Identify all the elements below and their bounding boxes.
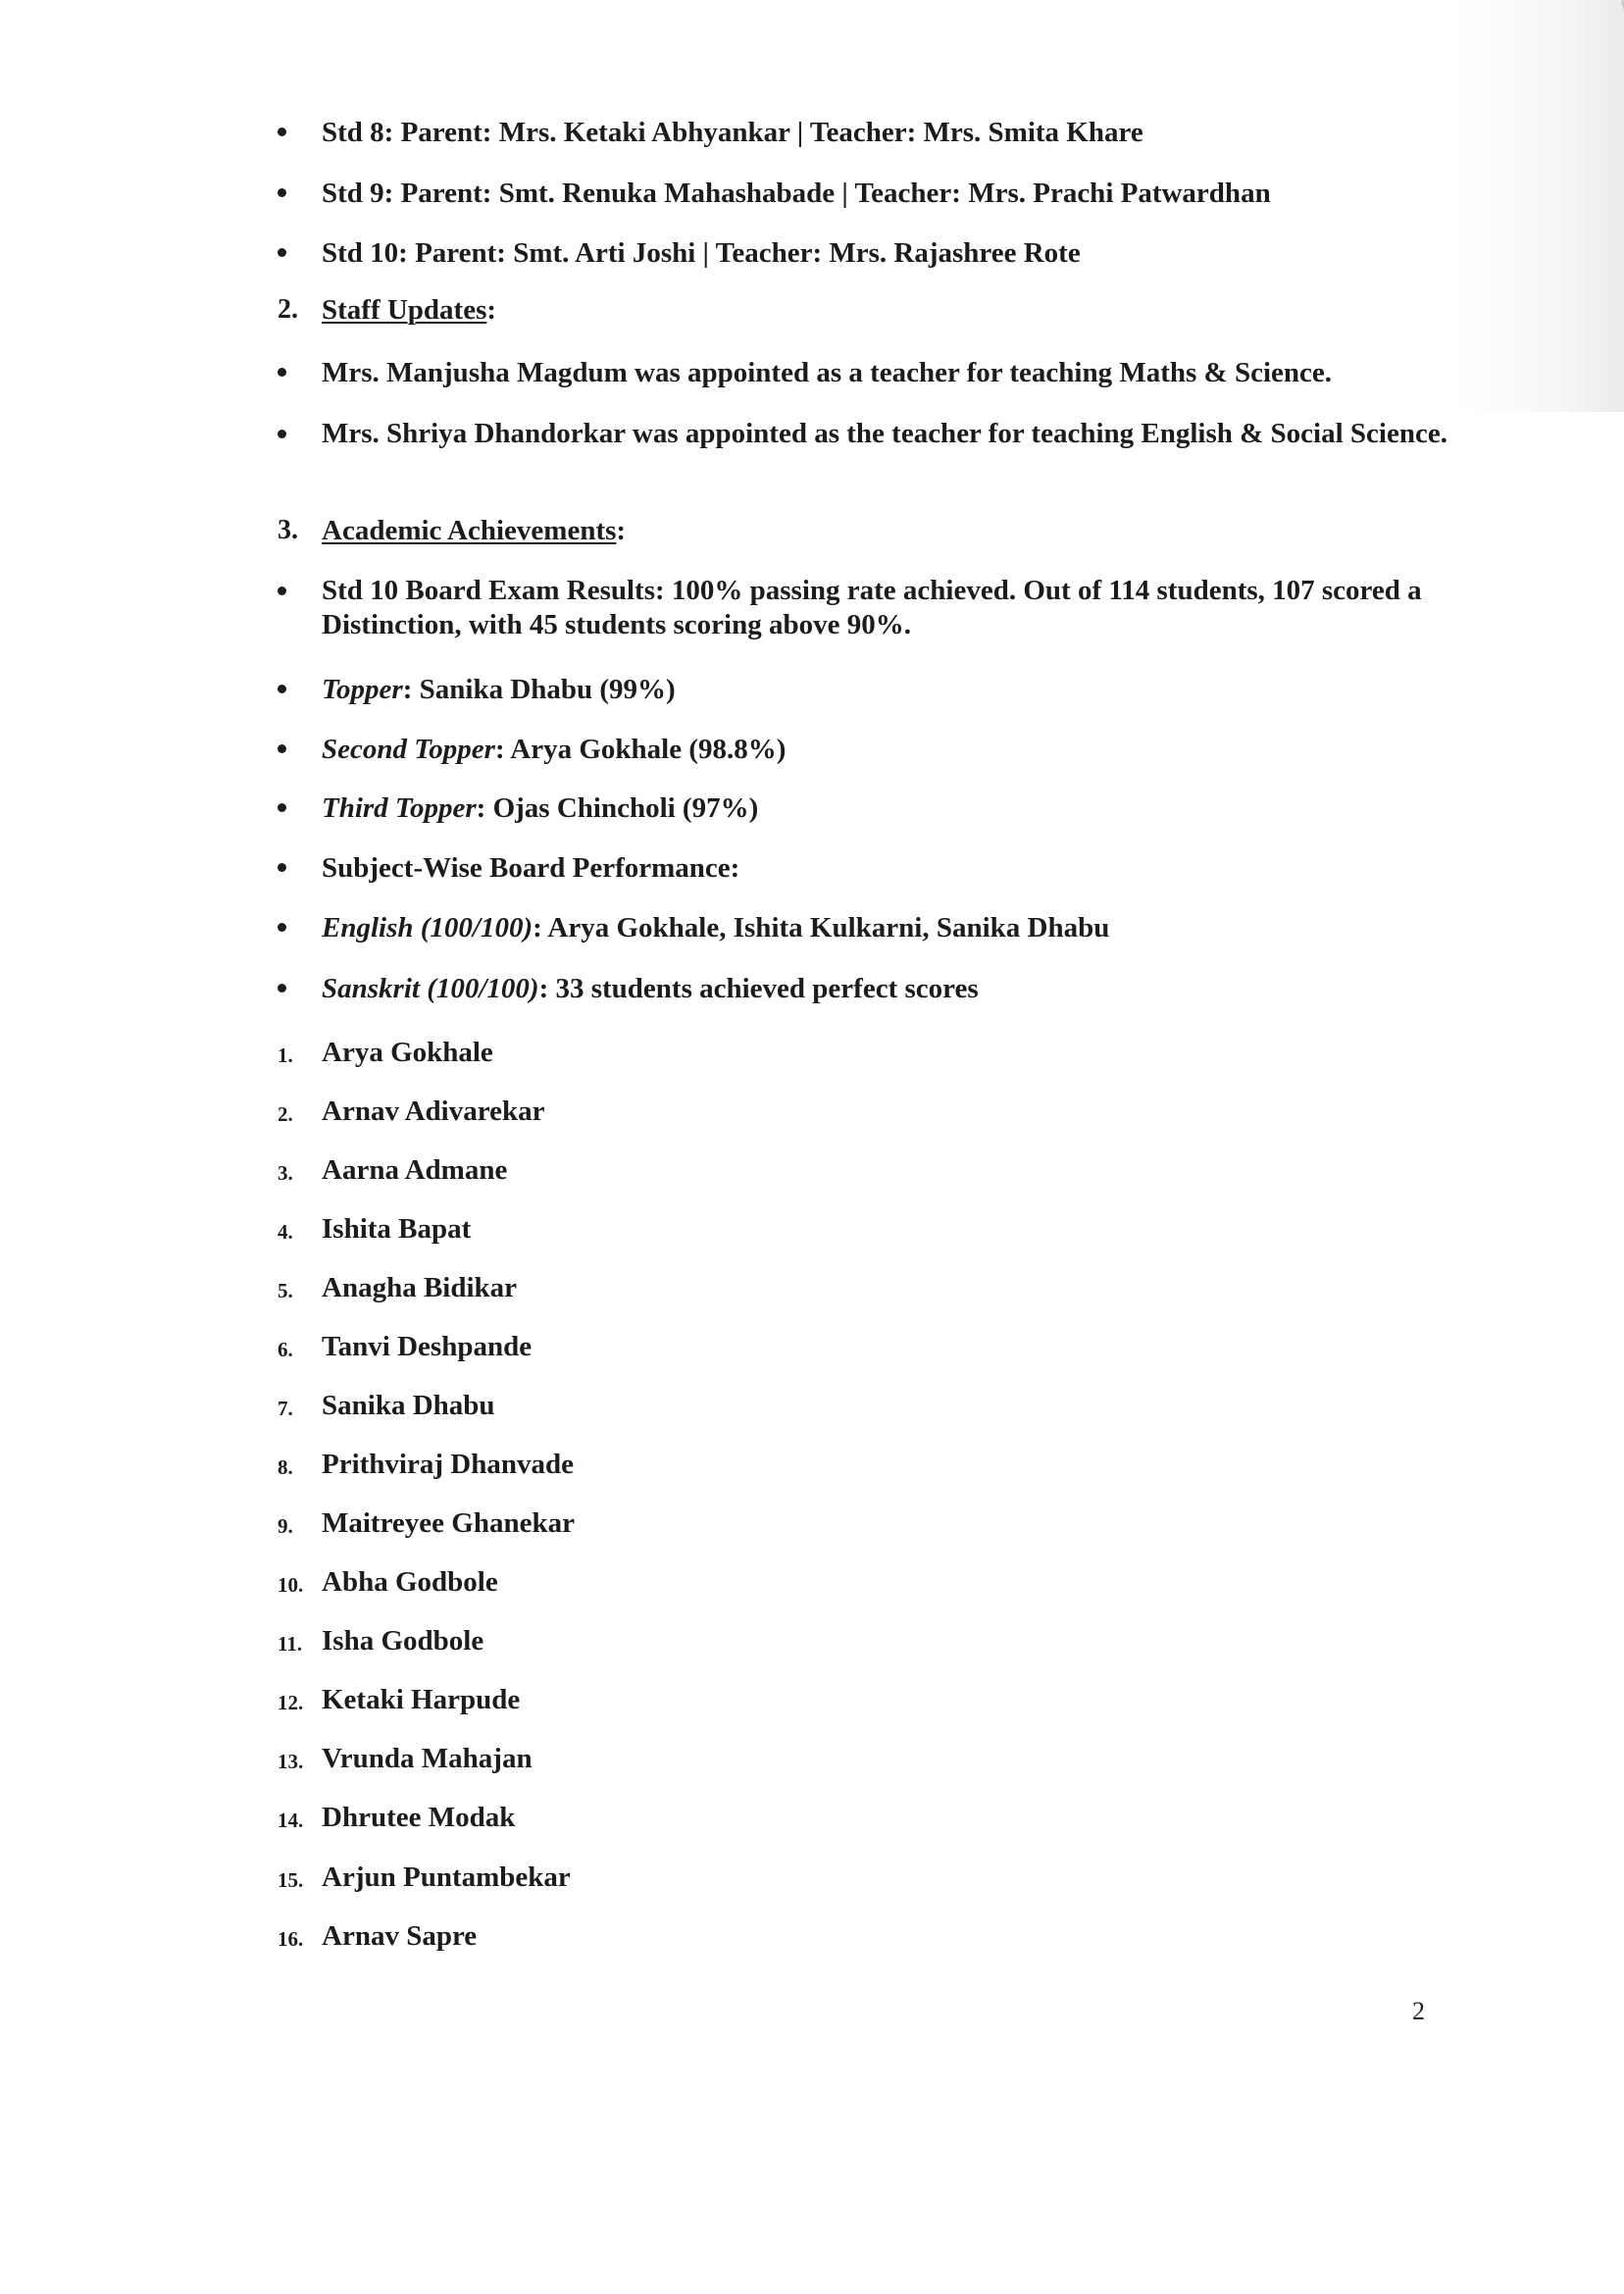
student-name: Aarna Admane: [322, 1154, 508, 1186]
subject-label: English (100/100): [322, 912, 533, 943]
student-name: Arnav Adivarekar: [322, 1096, 545, 1127]
section-heading-wrap: [322, 292, 496, 328]
bullet-icon: [278, 188, 286, 197]
bullet-icon: [278, 744, 286, 753]
student-number: 16.: [278, 1927, 304, 1951]
student-number: 7.: [278, 1397, 293, 1420]
section-number: 3.: [278, 515, 298, 545]
student-name: Prithviraj Dhanvade: [322, 1449, 574, 1480]
student-number: 10.: [278, 1573, 304, 1597]
bullet-icon: [278, 923, 286, 932]
student-name: Sanika Dhabu: [322, 1390, 495, 1421]
bullet-icon: [278, 368, 286, 377]
student-name: Ishita Bapat: [322, 1213, 472, 1245]
student-name: Arya Gokhale: [322, 1037, 493, 1068]
student-name: Isha Godbole: [322, 1625, 484, 1657]
list-item-text: Std 10 Board Exam Results: 100% passing rate achieved. Out of 114 students, 107 scored a Distinction, with 45 students scoring above 90%.: [322, 575, 1422, 640]
bullet-icon: [278, 863, 286, 872]
student-number: 13.: [278, 1750, 304, 1773]
list-item-text: [322, 790, 758, 826]
list-item-text: [322, 732, 786, 767]
bullet-icon: [278, 430, 286, 438]
list-item-text: Mrs. Shriya Dhandorkar was appointed as the teacher for teaching English & Social Science.: [322, 418, 1447, 449]
heading-colon: :: [486, 294, 497, 326]
subject-label: Sanskrit (100/100): [322, 973, 539, 1004]
list-item-text: Mrs. Manjusha Magdum was appointed as a teacher for teaching Maths & Science.: [322, 357, 1332, 388]
topper-value: : Sanika Dhabu (99%): [402, 674, 676, 705]
student-name: Tanvi Deshpande: [322, 1331, 533, 1362]
student-number: 5.: [278, 1279, 293, 1302]
section-heading-text: Staff Updates: [322, 294, 487, 326]
student-name: Maitreyee Ghanekar: [322, 1507, 575, 1539]
student-number: 2.: [278, 1102, 293, 1126]
topper-label: Third Topper: [322, 792, 477, 824]
topper-value: : Ojas Chincholi (97%): [476, 792, 759, 824]
student-name: Vrunda Mahajan: [322, 1743, 533, 1774]
list-item-text: Subject-Wise Board Performance:: [322, 852, 740, 884]
bullet-icon: [278, 127, 286, 136]
list-item-text: [322, 971, 979, 1006]
bullet-icon: [278, 803, 286, 812]
student-number: 11.: [278, 1632, 303, 1656]
student-number: 8.: [278, 1455, 293, 1479]
student-number: 6.: [278, 1338, 293, 1361]
bullet-icon: [278, 685, 286, 693]
heading-colon: :: [616, 515, 627, 546]
bullet-icon: [278, 248, 286, 257]
list-item-text: [322, 910, 1109, 945]
student-number: 14.: [278, 1809, 304, 1832]
student-number: 3.: [278, 1161, 293, 1185]
list-item-text: [322, 672, 676, 707]
list-item-text: Std 10: Parent: Smt. Arti Joshi | Teacher: Mrs. Rajashree Rote: [322, 237, 1081, 269]
student-name: Arnav Sapre: [322, 1920, 478, 1952]
student-name: Anagha Bidikar: [322, 1272, 518, 1303]
student-name: Arjun Puntambekar: [322, 1861, 571, 1893]
student-number: 4.: [278, 1220, 293, 1244]
subject-value: : 33 students achieved perfect scores: [538, 973, 979, 1004]
section-heading-text: Academic Achievements: [322, 515, 617, 546]
student-number: 12.: [278, 1691, 304, 1714]
student-name: Dhrutee Modak: [322, 1802, 516, 1833]
student-name: Ketaki Harpude: [322, 1684, 521, 1715]
list-item-text: Std 8: Parent: Mrs. Ketaki Abhyankar | Teacher: Mrs. Smita Khare: [322, 117, 1143, 148]
list-item-text: Std 9: Parent: Smt. Renuka Mahashabade | Teacher: Mrs. Prachi Patwardhan: [322, 178, 1271, 209]
subject-value: : Arya Gokhale, Ishita Kulkarni, Sanika Dhabu: [533, 912, 1110, 943]
topper-value: : Arya Gokhale (98.8%): [494, 734, 787, 765]
student-name: Abha Godbole: [322, 1566, 498, 1598]
topper-label: Topper: [322, 674, 403, 705]
section-number: 2.: [278, 294, 298, 325]
student-number: 15.: [278, 1868, 304, 1892]
student-number: 9.: [278, 1514, 293, 1538]
page-number: 2: [1412, 1997, 1425, 2025]
bullet-icon: [278, 586, 286, 595]
bullet-icon: [278, 984, 286, 993]
student-number: 1.: [278, 1044, 293, 1067]
section-heading-wrap: [322, 513, 626, 548]
topper-label: Second Topper: [322, 734, 495, 765]
